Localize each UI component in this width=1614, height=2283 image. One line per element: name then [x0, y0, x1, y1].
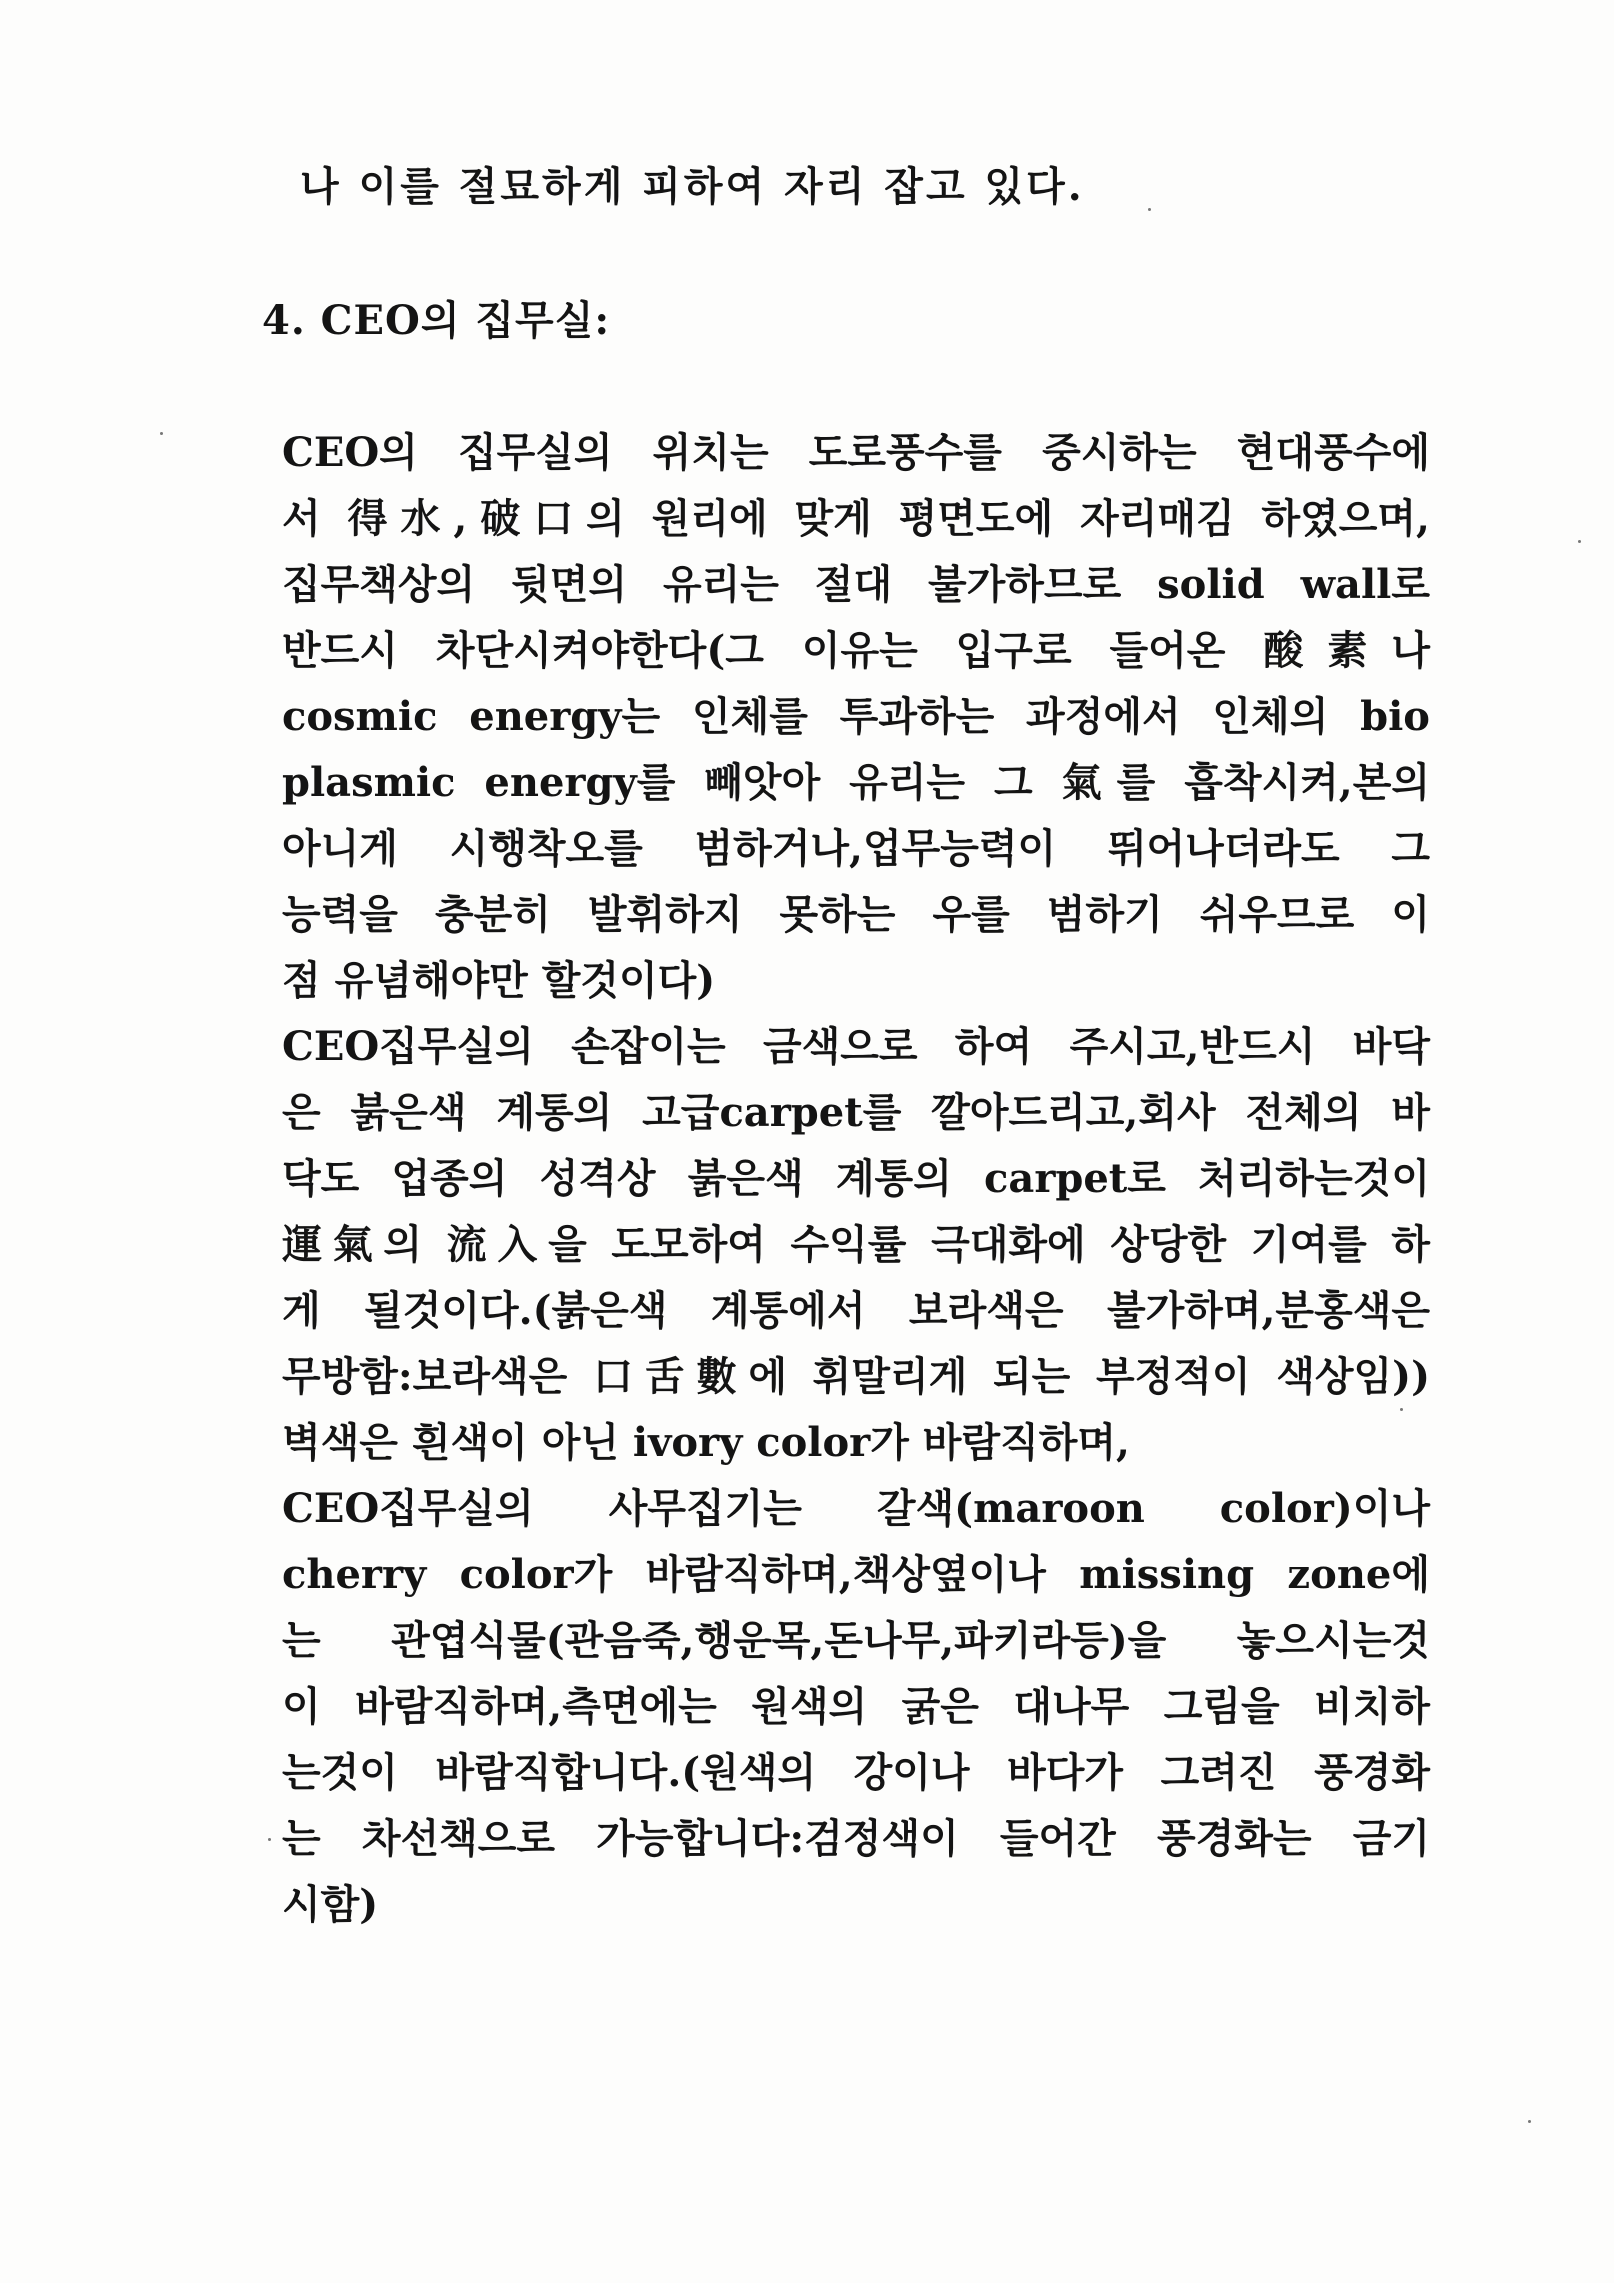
body-line: cherry color가 바람직하며,책상옆이나 missing zone에 — [282, 1551, 1430, 1598]
body-line: 아니게 시행착오를 범하거나,업무능력이 뛰어나더라도 그 — [282, 825, 1430, 872]
body-line: CEO집무실의 손잡이는 금색으로 하여 주시고,반드시 바닥 — [282, 1023, 1430, 1070]
scan-speck — [1528, 2120, 1531, 2123]
body-line: 시함) — [282, 1881, 379, 1928]
body-line: 벽색은 흰색이 아닌 ivory color가 바람직하며, — [282, 1419, 1130, 1466]
body-line: CEO의 집무실의 위치는 도로풍수를 중시하는 현대풍수에 — [282, 429, 1430, 476]
body-line: CEO집무실의 사무집기는 갈색(maroon color)이나 — [282, 1485, 1430, 1532]
body-line: 능력을 충분히 발휘하지 못하는 우를 범하기 쉬우므로 이 — [282, 891, 1430, 938]
body-line: plasmic energy를 빼앗아 유리는 그 氣를 흡착시켜,본의 — [282, 759, 1430, 806]
body-line: 반드시 차단시켜야한다(그 이유는 입구로 들어온 酸素나 — [282, 627, 1430, 674]
body-line: 運氣의 流入을 도모하여 수익률 극대화에 상당한 기여를 하 — [282, 1221, 1430, 1268]
scan-speck — [1578, 540, 1581, 543]
body-line: 게 될것이다.(붉은색 계통에서 보라색은 불가하며,분홍색은 — [282, 1287, 1430, 1334]
body-line: 는 차선책으로 가능합니다:검정색이 들어간 풍경화는 금기 — [282, 1815, 1430, 1862]
body-line: 점 유념해야만 할것이다) — [282, 957, 716, 1004]
body-line: 이 바람직하며,측면에는 원색의 굵은 대나무 그림을 비치하 — [282, 1683, 1430, 1730]
scan-speck — [160, 432, 163, 435]
scan-speck — [1400, 1408, 1403, 1411]
body-line: 서 得水,破口의 원리에 맞게 평면도에 자리매김 하였으며, — [282, 495, 1430, 542]
body-line: 집무책상의 뒷면의 유리는 절대 불가하므로 solid wall로 — [282, 561, 1430, 608]
scan-speck — [268, 1838, 271, 1841]
body-line: 은 붉은색 계통의 고급carpet를 깔아드리고,회사 전체의 바 — [282, 1089, 1430, 1136]
body-line: cosmic energy는 인체를 투과하는 과정에서 인체의 bio — [282, 693, 1430, 740]
body-line: 는것이 바람직합니다.(원색의 강이나 바다가 그려진 풍경화 — [282, 1749, 1430, 1796]
body-line: 닥도 업종의 성격상 붉은색 계통의 carpet로 처리하는것이 — [282, 1155, 1430, 1202]
section-body — [282, 420, 1430, 1938]
body-line: 무방함:보라색은 口舌數에 휘말리게 되는 부정적이 색상임)) — [282, 1353, 1430, 1400]
section-heading: 4. CEO의 집무실: — [262, 297, 611, 344]
scan-speck — [1148, 208, 1151, 211]
continuation-line: 나 이를 절묘하게 피하여 자리 잡고 있다. — [300, 163, 1085, 210]
body-line: 는 관엽식물(관음죽,행운목,돈나무,파키라등)을 놓으시는것 — [282, 1617, 1430, 1664]
